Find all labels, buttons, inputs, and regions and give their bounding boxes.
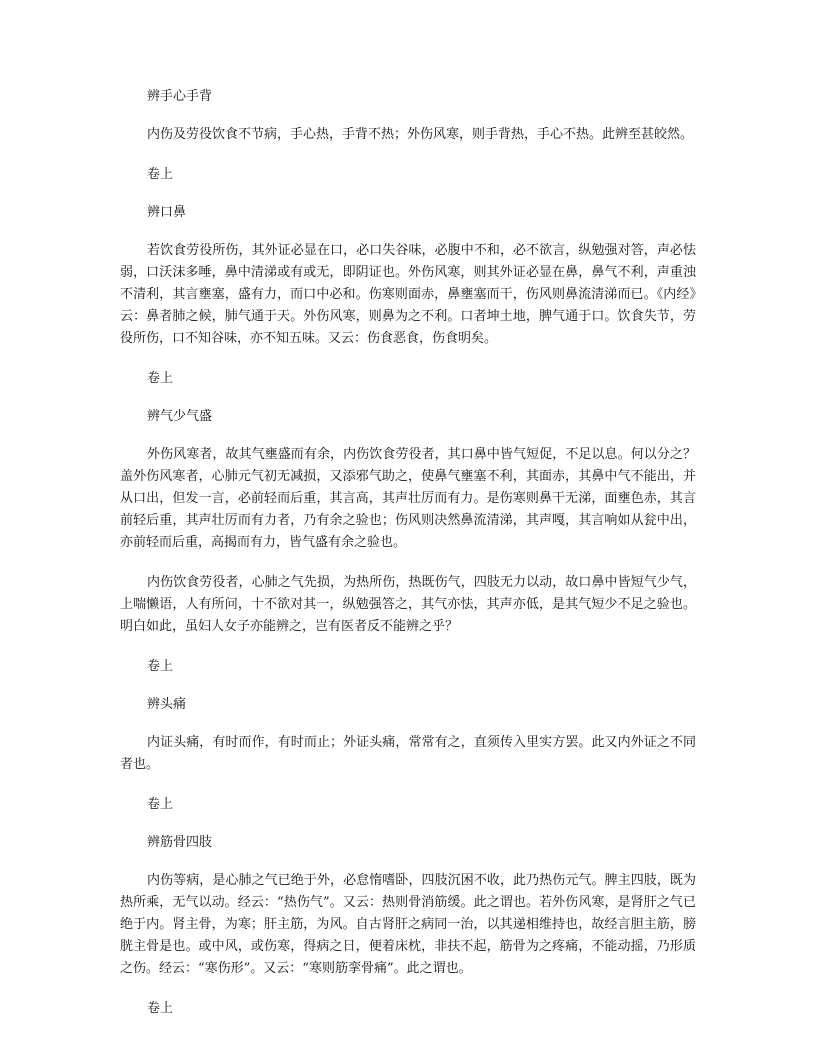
paragraph-headache: 内证头痛，有时而作，有时而止；外证头痛，常常有之，直须传入里实方罢。此又内外证之不同者也。 bbox=[120, 735, 696, 772]
volume-label: 卷上 bbox=[147, 797, 174, 812]
section-heading-hands: 辨手心手背 bbox=[147, 89, 213, 104]
section-heading-headache: 辨头痛 bbox=[147, 697, 187, 712]
paragraph-mouth-nose: 若饮食劳役所伤，其外证必显在口，必口失谷味，必腹中不和，必不欲言，纵勉强对答，声必怯弱，口沃沫多唾，鼻中清涕或有或无，即阴证也。外伤风寒，则其外证必显在鼻，鼻气不利，声重浊不清利，其言壅塞，盛有力，而口中必和。伤寒则面赤，鼻壅塞而干，伤风则鼻流清涕而已。《内经》云：鼻者肺之候，肺气通于天。外伤风寒，则鼻为之不利。口者坤土地，脾气通于口。饮食失节，劳役所伤，口不知谷味，亦不知五味。又云：伤食恶食，伤食明矣。 bbox=[120, 243, 696, 346]
section-heading-mouth-nose: 辨口鼻 bbox=[147, 205, 187, 220]
paragraph-qi-excess: 外伤风寒者，故其气壅盛而有余，内伤饮食劳役者，其口鼻中皆气短促，不足以息。何以分之？盖外伤风寒者，心肺元气初无减损，又添邪气助之，使鼻气壅塞不利，其面赤，其鼻中气不能出，并从口出，但发一言，必前轻而后重，其言高，其声壮厉而有力。是伤寒则鼻干无涕，面壅色赤，其言前轻后重，其声壮厉而有力者，乃有余之验也；伤风则决然鼻流清涕，其声嘎，其言响如从瓮中出，亦前轻而后重，高揭而有力，皆气盛有余之验也。 bbox=[120, 447, 696, 550]
paragraph-qi-deficiency: 内伤饮食劳役者，心肺之气先损，为热所伤，热既伤气，四肢无力以动，故口鼻中皆短气少气，上喘懒语，人有所问，十不欲对其一，纵勉强答之，其气亦怯，其声亦低，是其气短少不足之验也。明白如此，虽妇人女子亦能辨之，岂有医者反不能辨之乎？ bbox=[120, 575, 696, 634]
section-heading-qi: 辨气少气盛 bbox=[147, 409, 213, 424]
paragraph-hands: 内伤及劳役饮食不节病，手心热，手背不热；外伤风寒，则手背热，手心不热。此辨至甚皎然。 bbox=[147, 127, 694, 142]
volume-label: 卷上 bbox=[147, 1001, 174, 1016]
volume-label: 卷上 bbox=[147, 659, 174, 674]
volume-label: 卷上 bbox=[147, 167, 174, 182]
paragraph-limbs: 内伤等病，是心肺之气已绝于外，必怠惰嗜卧，四肢沉困不收，此乃热伤元气。脾主四肢，既为热所乘，无气以动。经云：“热伤气”。又云：热则骨消筋缓。此之谓也。若外伤风寒，是肾肝之气已绝于内。肾主骨，为寒；肝主筋，为风。自古肾肝之病同一治，以其递相维持也，故经言胆主筋，膀胱主骨是也。或中风，或伤寒，得病之日，便着床枕，非扶不起，筋骨为之疼痛，不能动摇，乃形质之伤。经云：“寒伤形”。又云：“寒则筋挛骨痛”。此之谓也。 bbox=[120, 873, 696, 976]
document-page bbox=[120, 86, 696, 1020]
section-heading-limbs: 辨筋骨四肢 bbox=[147, 835, 213, 850]
volume-label: 卷上 bbox=[147, 371, 174, 386]
